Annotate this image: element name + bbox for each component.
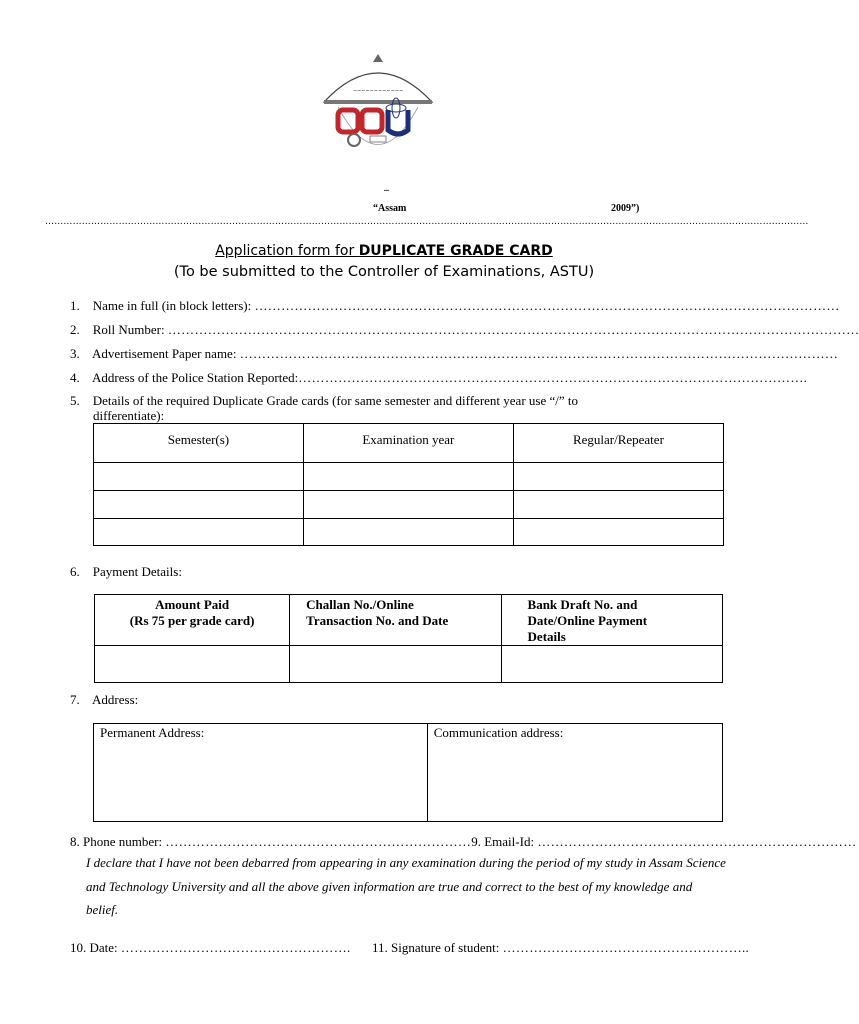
address-table [93, 723, 723, 822]
table-cell[interactable] [303, 491, 513, 519]
table-row [94, 463, 724, 491]
item-number: 3. [70, 346, 80, 361]
table-row [95, 646, 723, 683]
field-roll-number [70, 322, 859, 338]
header-line: Challan No./Online [306, 597, 414, 612]
field-label: Details of the required Duplicate Grade cards (for same semester and different year use “/” to [92, 393, 578, 408]
header-line: Amount Paid [155, 597, 230, 612]
contact-line [70, 834, 857, 850]
header-left-fragment: “Assam [373, 203, 407, 214]
header-right-fragment: 2009”) [611, 203, 640, 214]
form-title [0, 243, 768, 259]
date-fill-line[interactable]: ……………………………………………. [120, 940, 351, 955]
table-cell[interactable] [501, 646, 722, 683]
form-subtitle: (To be submitted to the Controller of Examinations, ASTU) [173, 264, 595, 280]
phone-label: 8. Phone number: [70, 834, 166, 849]
header-line: Bank Draft No. and [527, 597, 638, 612]
table-cell[interactable] [303, 463, 513, 491]
table-cell[interactable] [513, 491, 723, 519]
table-header-semester: Semester(s) [94, 424, 304, 463]
field-label-continued: differentiate): [93, 408, 165, 423]
permanent-address-label: Permanent Address: [100, 725, 205, 740]
fill-line[interactable]: …………………………………………………………………………………………………………………… [254, 298, 840, 313]
signature-label: 11. Signature of student: [372, 940, 503, 955]
payment-label: Payment Details: [92, 564, 182, 579]
svg-text:~~~~~~~~~~~~: ~~~~~~~~~~~~ [352, 88, 404, 94]
table-row [94, 519, 724, 546]
payment-table [94, 594, 723, 683]
payment-header-amount [95, 595, 290, 646]
declaration-text: I declare that I have not been debarred from appearing in any examination during the period of my study in Assam Science and Technology University and all the above given information are true and correct to the best of my knowledge and belief. [86, 855, 726, 917]
email-label: 9. Email-Id: [471, 834, 538, 849]
header-line: Date/Online Payment [527, 613, 648, 628]
table-header-exam-year: Examination year [303, 424, 513, 463]
table-cell[interactable] [94, 491, 304, 519]
item-number: 7. [70, 692, 80, 707]
item-number: 4. [70, 370, 80, 385]
item-number: 1. [70, 298, 80, 313]
header-dash: – [384, 185, 389, 196]
table-cell[interactable] [95, 646, 290, 683]
signature-field [372, 940, 749, 956]
form-title-emphasis: DUPLICATE GRADE CARD [358, 243, 553, 259]
address-label: Address: [92, 692, 139, 707]
phone-fill-line[interactable]: …………………………………………………………… [165, 834, 472, 849]
communication-address-label: Communication address: [433, 725, 564, 740]
table-cell[interactable] [290, 646, 501, 683]
field-advertisement [70, 346, 838, 362]
field-label: Name in full (in block letters): [92, 298, 255, 313]
payment-section [70, 564, 182, 580]
fill-line[interactable]: ……………………………………………………………………………………………………………………… [239, 346, 839, 361]
field-label: Advertisement Paper name: [92, 346, 240, 361]
astu-logo [318, 52, 438, 178]
payment-header-challan [290, 595, 501, 646]
field-police-station [70, 370, 807, 386]
permanent-address-box[interactable] [94, 724, 428, 822]
email-fill-line[interactable]: ……………………………………………………………… [537, 834, 857, 849]
fill-line[interactable]: ……………………………………………………………………………………………………. [298, 370, 808, 385]
field-name [70, 298, 840, 314]
item-number: 6. [70, 564, 80, 579]
date-field [70, 940, 351, 956]
table-row [94, 491, 724, 519]
field-label: Roll Number: [92, 322, 168, 337]
header-line: Details [527, 629, 566, 644]
form-title-prefix: Application form for [215, 243, 359, 259]
signature-fill-line[interactable]: ……………………………………………….. [502, 940, 750, 955]
dotted-rule: …………………………………………………………………………………………………………………………………………………………………………………………………………………………… [45, 217, 809, 227]
table-cell[interactable] [513, 463, 723, 491]
table-header-regular-repeater: Regular/Repeater [513, 424, 723, 463]
fill-line[interactable]: ………………………………………………………………………………………………………………………………………… [167, 322, 859, 337]
date-label: 10. Date: [70, 940, 121, 955]
table-cell[interactable] [94, 463, 304, 491]
item-number: 5. [70, 393, 80, 408]
table-cell[interactable] [94, 519, 304, 546]
payment-header-bank-draft [501, 595, 722, 646]
field-label: Address of the Police Station Reported: [92, 370, 299, 385]
communication-address-box[interactable] [427, 724, 722, 822]
table-cell[interactable] [303, 519, 513, 546]
address-section [70, 692, 138, 708]
header-line: (Rs 75 per grade card) [129, 613, 255, 628]
header-line: Transaction No. and Date [306, 613, 449, 628]
item-number: 2. [70, 322, 80, 337]
field-grade-card-details [70, 393, 578, 409]
table-cell[interactable] [513, 519, 723, 546]
grade-card-table [93, 423, 724, 546]
